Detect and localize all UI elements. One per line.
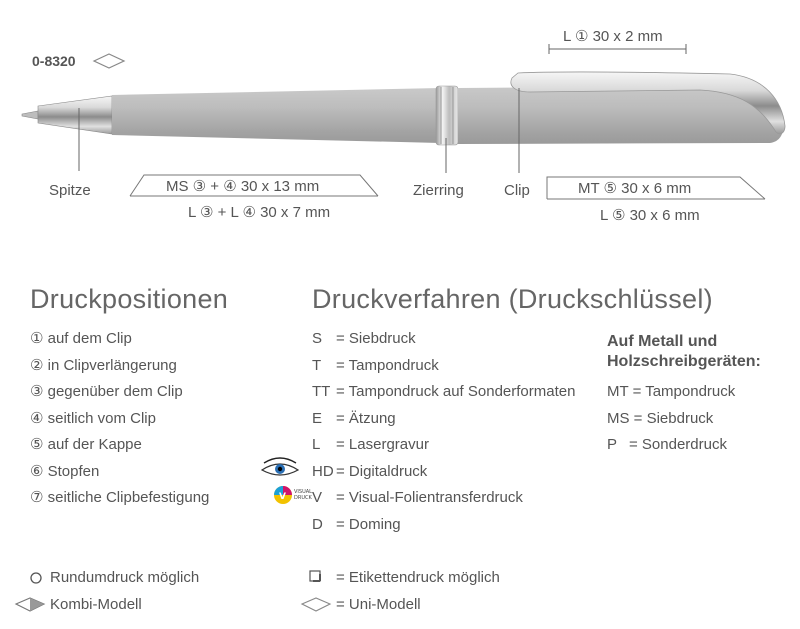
position-item: ⑥ Stopfen [30,463,100,480]
method-label: = Lasergravur [336,436,429,453]
metal-label: = Sonderdruck [629,436,727,453]
barrel-ms-size: MS ③ + ④ 30 x 13 mm [166,178,320,195]
metal-code: P [607,436,618,453]
metal-item [607,435,727,455]
metal-label: = Tampondruck [632,383,736,400]
metal-code: MT [607,383,629,400]
method-item [312,329,416,349]
ring-label: Zierring [413,182,464,199]
metal-item [607,409,713,429]
clip-label: Clip [504,182,530,199]
method-code: L [312,436,321,453]
metal-item [607,382,735,402]
methods-title: Druckverfahren (Druckschlüssel) [312,284,713,314]
barrel-l-size: L ③ + L ④ 30 x 7 mm [188,204,331,221]
metal-code: MS [607,410,630,427]
method-item [312,462,427,482]
position-item: ⑦ seitliche Clipbefestigung [30,489,210,506]
position-item: ④ seitlich vom Clip [30,410,156,427]
method-code: TT [312,383,331,400]
article-number: 0-8320 [32,53,76,69]
method-label: = Ätzung [336,410,396,427]
legend-round: Rundumdruck möglich [50,569,200,586]
svg-text:DRUCK: DRUCK [294,495,312,501]
pen-lower-barrel [112,88,440,143]
pen-ring [436,86,458,145]
method-item [312,382,575,402]
uni-diamond-icon [94,54,124,68]
legend-kombi: Kombi-Modell [50,596,142,613]
metal-title-line2: Holzschreibgeräten: [607,353,761,370]
method-item [312,356,439,376]
method-label: = Tampondruck [336,357,439,374]
positions-title: Druckpositionen [30,284,229,314]
position-item: ① auf dem Clip [30,330,132,347]
svg-text:V: V [279,492,286,502]
clip-size: L ① 30 x 2 mm [563,28,663,45]
eye-icon [262,458,298,475]
position-item: ③ gegenüber dem Clip [30,383,183,400]
method-code: HD [312,463,334,480]
method-label: = Digitaldruck [336,463,428,480]
method-label: = Tampondruck auf Sonderformaten [336,383,576,400]
method-code: D [312,516,323,533]
svg-text:VISUAL: VISUAL [294,489,312,495]
position-item: ② in Clipverlängerung [30,357,177,374]
legend-etikett: = Etikettendruck möglich [336,569,500,586]
position-item: ⑤ auf der Kappe [30,436,142,453]
method-code: E [312,410,323,427]
metal-title-line1: Auf Metall und [607,333,718,350]
cap-mt-size: MT ⑤ 30 x 6 mm [578,180,692,197]
uni-diamond-legend-icon [302,598,330,611]
circle-icon [31,573,41,583]
legend-uni: = Uni-Modell [336,596,421,613]
method-item [312,435,429,455]
pen-cone [38,96,112,134]
square-icon [310,571,320,581]
method-code: T [312,357,322,374]
method-code: V [312,489,323,506]
method-label: = Visual-Folientransferdruck [336,489,523,506]
cap-l-size: L ⑤ 30 x 6 mm [600,207,700,224]
metal-label: = Siebdruck [633,410,714,427]
kombi-diamond-icon [16,598,44,611]
method-item [312,488,523,508]
method-item [312,515,401,535]
pen-tip [22,111,38,119]
method-code: S [312,330,323,347]
tip-label: Spitze [49,182,91,199]
method-item [312,409,396,429]
method-label: = Doming [336,516,401,533]
method-label: = Siebdruck [336,330,416,347]
visual-logo-icon [274,486,312,504]
